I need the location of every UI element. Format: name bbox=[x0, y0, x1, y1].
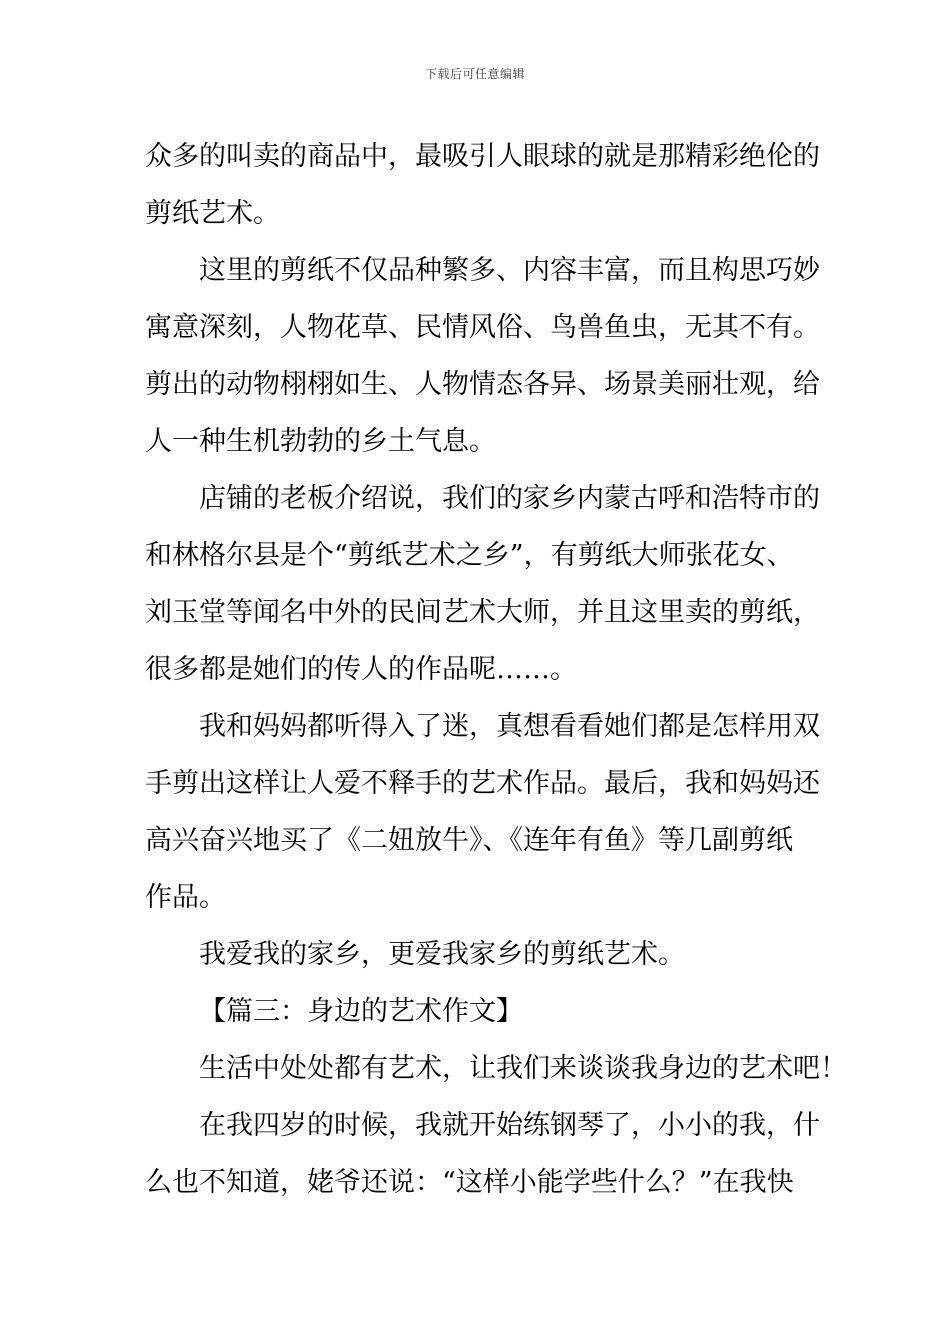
text-line: 我爱我的家乡，更爱我家乡的剪纸艺术。 bbox=[199, 939, 685, 970]
text-line: 众多的叫卖的商品中，最吸引人眼球的就是那精彩绝伦的 bbox=[145, 141, 820, 172]
section-heading: 【篇三：身边的艺术作文】 bbox=[199, 996, 523, 1027]
text-line: 人一种生机勃勃的乡土气息。 bbox=[145, 426, 496, 457]
text-line: 我和妈妈都听得入了迷，真想看看她们都是怎样用双 bbox=[199, 711, 820, 742]
text-line: 么也不知道，姥爷还说：“这样小能学些什么？”在我快 bbox=[145, 1167, 794, 1198]
document-body bbox=[145, 128, 847, 1211]
text-line: 高兴奋兴地买了《二妞放牛》、《连年有鱼》等几副剪纸 bbox=[145, 825, 793, 856]
text-line: 剪纸艺术。 bbox=[145, 198, 280, 229]
text-line: 手剪出这样让人爱不释手的艺术作品。最后，我和妈妈还 bbox=[145, 768, 820, 799]
text-line: 作品。 bbox=[145, 882, 226, 913]
text-line: 刘玉堂等闻名中外的民间艺术大师，并且这里卖的剪纸， bbox=[145, 597, 820, 628]
text-line: 店铺的老板介绍说，我们的家乡内蒙古呼和浩特市的 bbox=[199, 483, 820, 514]
text-line: 这里的剪纸不仅品种繁多、内容丰富，而且构思巧妙 bbox=[199, 255, 820, 286]
text-line: 在我四岁的时候，我就开始练钢琴了，小小的我，什 bbox=[199, 1110, 820, 1141]
text-line: 和林格尔县是个“剪纸艺术之乡”，有剪纸大师张花女、 bbox=[145, 540, 794, 571]
text-line: 寓意深刻，人物花草、民情风俗、鸟兽鱼虫，无其不有。 bbox=[145, 312, 820, 343]
text-line: 生活中处处都有艺术，让我们来谈谈我身边的艺术吧！ bbox=[199, 1053, 847, 1084]
page-header: 下载后可任意编辑 bbox=[424, 67, 525, 81]
text-line: 很多都是她们的传人的作品呢……。 bbox=[145, 654, 577, 685]
text-line: 剪出的动物栩栩如生、人物情态各异、场景美丽壮观，给 bbox=[145, 369, 820, 400]
